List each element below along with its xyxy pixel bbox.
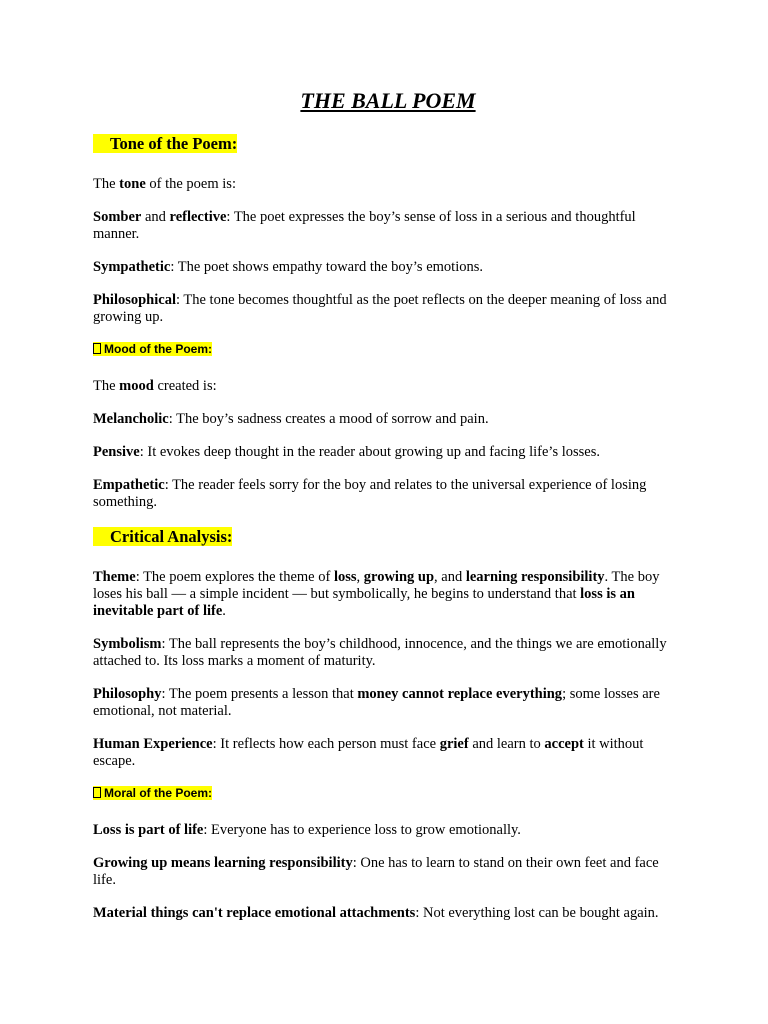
mood-heading-text: Mood of the Poem: <box>104 342 212 356</box>
bold-text: loss is an inevitable part of life <box>93 586 635 619</box>
bold-text: Empathetic <box>93 477 165 493</box>
bold-text: Melancholic <box>93 411 169 427</box>
bold-text: Philosophy <box>93 686 162 702</box>
text: ; some losses are emotional, not material. <box>93 686 660 719</box>
paragraph <box>93 686 683 720</box>
paragraph <box>93 209 683 243</box>
text: : One has to learn to stand on their own feet and face life. <box>93 855 659 888</box>
tone-heading-text: Tone of the Poem: <box>93 134 237 153</box>
text: : The boy’s sadness creates a mood of sorrow and pain. <box>168 411 489 427</box>
mood-list <box>93 411 683 511</box>
paragraph <box>93 569 683 620</box>
bold-text: learning responsibility <box>465 569 605 585</box>
text: . <box>222 603 226 619</box>
bold-text: money cannot replace everything <box>357 686 563 702</box>
text: : It evokes deep thought in the reader about growing up and facing life’s losses. <box>139 444 600 460</box>
moral-list <box>93 822 683 922</box>
text: . The boy loses his ball — a simple incident — but symbolically, he begins to understand that <box>93 569 660 602</box>
bold-text: growing up <box>363 569 435 585</box>
paragraph <box>93 444 683 461</box>
bold-text: Loss is part of life <box>93 822 204 838</box>
bold-text: Human Experience <box>93 736 213 752</box>
mood-heading <box>93 342 683 356</box>
critical-heading <box>93 527 683 547</box>
paragraph <box>93 736 683 770</box>
text: and learn to <box>468 736 545 752</box>
text: , <box>356 569 364 585</box>
text: : The poet expresses the boy’s sense of loss in a serious and thoughtful manner. <box>93 209 636 242</box>
paragraph <box>93 411 683 428</box>
bold-text: Symbolism <box>93 636 162 652</box>
paragraph <box>93 477 683 511</box>
bold-text: loss <box>333 569 357 585</box>
text: : It reflects how each person must face <box>212 736 440 752</box>
text: : The poem explores the theme of <box>135 569 334 585</box>
text: : The tone becomes thoughtful as the poet reflects on the deeper meaning of loss and growing up. <box>93 292 667 325</box>
text: and <box>141 209 170 225</box>
text: : Not everything lost can be bought again. <box>415 905 659 921</box>
paragraph <box>93 259 683 276</box>
bold-text: grief <box>439 736 469 752</box>
text: : The poem presents a lesson that <box>161 686 358 702</box>
missing-glyph-icon <box>93 343 101 354</box>
bold-text: Philosophical <box>93 292 176 308</box>
mood-intro: The mood created is: <box>93 378 217 394</box>
critical-heading-text: Critical Analysis: <box>93 527 232 546</box>
critical-list <box>93 569 683 770</box>
page-title: THE BALL POEM <box>300 88 476 113</box>
document-page <box>93 88 683 938</box>
tone-list <box>93 209 683 326</box>
missing-glyph-icon <box>93 787 101 798</box>
tone-heading <box>93 134 683 154</box>
tone-intro: The tone of the poem is: <box>93 176 236 192</box>
bold-text: Somber <box>93 209 142 225</box>
paragraph <box>93 855 683 889</box>
bold-text: Sympathetic <box>93 259 171 275</box>
bold-text: Pensive <box>93 444 140 460</box>
moral-heading-text: Moral of the Poem: <box>104 786 213 800</box>
paragraph <box>93 905 683 922</box>
bold-text: reflective <box>169 209 227 225</box>
text: , and <box>434 569 466 585</box>
paragraph <box>93 636 683 670</box>
paragraph <box>93 292 683 326</box>
bold-text: Theme <box>93 569 136 585</box>
bold-text: accept <box>544 736 584 752</box>
text: : The reader feels sorry for the boy and relates to the universal experience of losing something. <box>93 477 647 510</box>
bold-text: Material things can't replace emotional attachments <box>93 905 416 921</box>
bold-text: Growing up means learning responsibility <box>93 855 353 871</box>
text: : The ball represents the boy’s childhood, innocence, and the things we are emotionally attached to. Its loss marks a moment of maturity. <box>93 636 667 669</box>
text: it without escape. <box>93 736 644 769</box>
text: : Everyone has to experience loss to grow emotionally. <box>203 822 521 838</box>
moral-heading <box>93 786 683 800</box>
text: : The poet shows empathy toward the boy’s emotions. <box>170 259 483 275</box>
paragraph <box>93 822 683 839</box>
